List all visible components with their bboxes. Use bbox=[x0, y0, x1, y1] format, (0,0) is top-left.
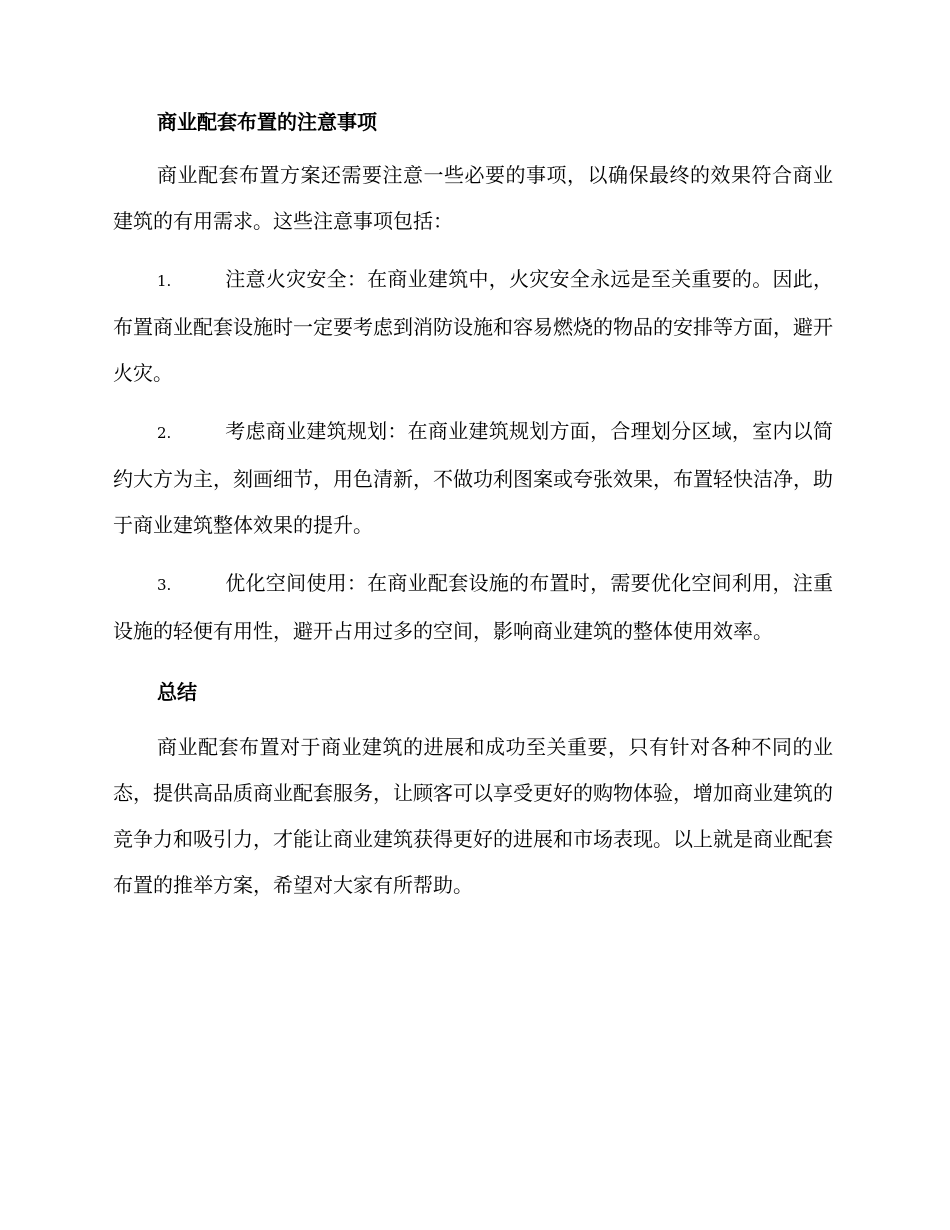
intro-paragraph: 商业配套布置方案还需要注意一些必要的事项，以确保最终的效果符合商业建筑的有用需求。这些注意事项包括： bbox=[113, 163, 833, 233]
list-number: 2. bbox=[157, 424, 172, 442]
list-item-1 bbox=[113, 256, 833, 396]
list-number: 3. bbox=[157, 576, 172, 594]
document-page bbox=[113, 110, 833, 908]
list-item-2 bbox=[113, 408, 833, 548]
list-item-text: 考虑商业建筑规划：在商业建筑规划方面，合理划分区域，室内以简约大方为主，刻画细节，用色清新，不做功利图案或夸张效果，布置轻快洁净，助于商业建筑整体效果的提升。 bbox=[113, 419, 833, 537]
list-number: 1. bbox=[157, 272, 172, 290]
section-heading-precautions: 商业配套布置的注意事项 bbox=[157, 110, 377, 134]
summary-paragraph: 商业配套布置对于商业建筑的进展和成功至关重要，只有针对各种不同的业态，提供高品质商业配套服务，让顾客可以享受更好的购物体验，增加商业建筑的竞争力和吸引力，才能让商业建筑获得更好的进展和市场表现。以上就是商业配套布置的推举方案，希望对大家有所帮助。 bbox=[113, 735, 833, 897]
section-heading-summary: 总结 bbox=[157, 680, 197, 704]
list-item-text: 注意火灾安全：在商业建筑中，火灾安全永远是至关重要的。因此，布置商业配套设施时一定要考虑到消防设施和容易燃烧的物品的安排等方面，避开火灾。 bbox=[113, 267, 833, 385]
list-item-3 bbox=[113, 560, 833, 654]
list-item-text: 优化空间使用：在商业配套设施的布置时，需要优化空间利用，注重设施的轻便有用性，避开占用过多的空间，影响商业建筑的整体使用效率。 bbox=[113, 571, 833, 643]
